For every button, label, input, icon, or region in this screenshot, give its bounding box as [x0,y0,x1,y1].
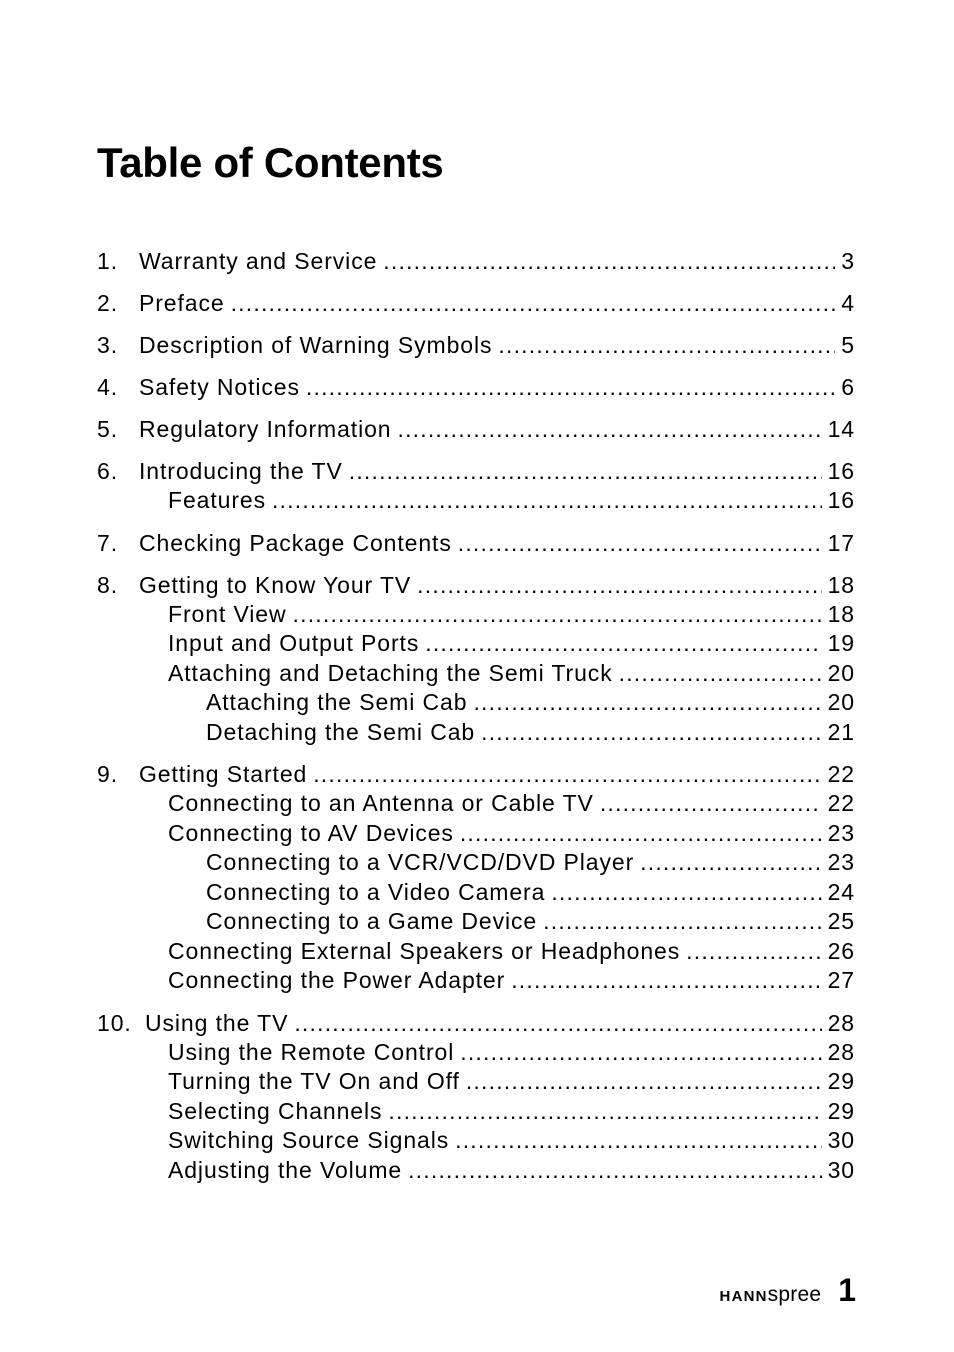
dot-leader [349,458,822,485]
toc-entry-title: Connecting to a Game Device [206,908,538,934]
toc-entry-title: Selecting Channels [168,1097,383,1124]
dot-leader [272,487,822,514]
toc-subentry-features[interactable] [97,487,855,517]
dot-leader [619,660,822,687]
toc-entry-page: 17 [827,529,855,556]
dot-leader [686,938,821,965]
toc-entry-title: Adjusting the Volume [168,1156,403,1183]
toc-entry-title: Input and Output Ports [168,630,420,656]
toc-entry-warning-symbols[interactable] [97,332,855,361]
toc-entry-introducing-the-tv[interactable] [97,458,855,487]
toc-entry-page: 24 [827,878,855,905]
toc-entry-title: Warranty and Service [139,248,378,274]
toc-section [97,530,855,559]
brand-logo-light: spree [767,1283,822,1306]
toc-entry-number: 9. [97,761,118,787]
toc-entry-page: 28 [827,1038,855,1065]
toc-entry-page: 6 [841,374,855,400]
dot-leader [458,530,822,557]
toc-entry-number: 4. [97,374,118,400]
toc-entry-title: Connecting to an Antenna or Cable TV [168,790,594,816]
toc-entry-page: 28 [827,1009,855,1036]
toc-entry-number: 3. [97,332,118,358]
toc-entry-title: Connecting to a Video Camera [206,878,546,905]
toc-entry-page: 4 [841,290,855,316]
dot-leader [551,879,821,906]
toc-subentry-video-camera[interactable] [97,879,855,909]
toc-entry-title: Safety Notices [139,374,300,400]
toc-subentry-detaching-semi-cab[interactable] [97,719,855,749]
dot-leader [313,761,821,788]
dot-leader [306,374,835,401]
brand-logo [720,1283,822,1307]
dot-leader [466,1068,822,1095]
dot-leader [425,630,821,657]
dot-leader [600,790,822,817]
toc-entry-page: 16 [827,458,855,484]
toc-entry-getting-started[interactable] [97,761,855,790]
toc-entry-page: 20 [827,689,855,715]
table-of-contents [97,248,855,1199]
dot-leader [473,689,821,716]
toc-entry-safety-notices[interactable] [97,374,855,403]
toc-entry-preface[interactable] [97,290,855,319]
toc-subentry-switching-source[interactable] [97,1127,855,1157]
toc-entry-number: 7. [97,529,118,556]
toc-subentry-game-device[interactable] [97,908,855,938]
toc-subentry-attaching-semi-cab[interactable] [97,689,855,719]
dot-leader [231,290,836,317]
toc-entry-title: Getting to Know Your TV [139,571,412,598]
toc-subentry-speakers-headphones[interactable] [97,938,855,968]
toc-entry-title: Connecting External Speakers or Headphones [168,937,681,964]
toc-section [97,248,855,277]
toc-section [97,290,855,319]
toc-entry-number: 2. [97,290,118,316]
toc-subentry-attaching-detaching-semi-truck[interactable] [97,660,855,690]
toc-entry-title: Preface [139,290,225,316]
toc-entry-title: Using the TV [145,1009,289,1036]
toc-subentry-selecting-channels[interactable] [97,1098,855,1128]
toc-section [97,572,855,749]
toc-entry-title: Attaching the Semi Cab [206,689,468,715]
toc-entry-getting-to-know-your-tv[interactable] [97,572,855,601]
toc-entry-title: Front View [168,600,287,627]
toc-subentry-av-devices[interactable] [97,820,855,850]
toc-entry-title: Regulatory Information [139,416,392,442]
dot-leader [383,248,835,275]
toc-entry-title: Switching Source Signals [168,1127,450,1153]
toc-entry-page: 22 [827,761,855,787]
toc-entry-page: 21 [827,718,855,745]
toc-subentry-front-view[interactable] [97,601,855,631]
toc-entry-number: 1. [97,248,118,274]
toc-subentry-vcr-vcd-dvd[interactable] [97,849,855,879]
brand-logo-bold: HANN [719,1288,768,1305]
toc-entry-title: Checking Package Contents [139,529,452,556]
toc-entry-warranty-and-service[interactable] [97,248,855,277]
dot-leader [293,601,822,628]
toc-entry-page: 18 [827,600,855,627]
toc-entry-page: 27 [827,967,855,993]
dot-leader [481,719,822,746]
toc-subentry-remote-control[interactable] [97,1039,855,1069]
toc-entry-title: Using the Remote Control [168,1038,455,1065]
toc-subentry-power-adapter[interactable] [97,967,855,997]
page-title: Table of Contents [97,139,444,186]
dot-leader [511,967,821,994]
toc-subentry-turning-on-off[interactable] [97,1068,855,1098]
toc-entry-using-the-tv[interactable] [97,1010,855,1039]
toc-entry-page: 5 [841,332,855,358]
page-number: 1 [838,1272,856,1308]
toc-entry-page: 23 [827,849,855,875]
toc-section [97,332,855,361]
toc-subentry-adjusting-volume[interactable] [97,1157,855,1187]
toc-section [97,416,855,445]
dot-leader [417,572,821,599]
toc-entry-page: 25 [827,908,855,934]
toc-entry-page: 19 [827,630,855,656]
toc-entry-page: 18 [827,571,855,598]
toc-entry-title: Turning the TV On and Off [168,1068,460,1094]
toc-entry-number: 6. [97,458,118,484]
dot-leader [388,1098,821,1125]
page-footer [720,1272,856,1309]
dot-leader [408,1157,822,1184]
toc-section [97,458,855,517]
toc-entry-number: 10. [97,1009,132,1036]
toc-section [97,1010,855,1187]
toc-entry-title: Description of Warning Symbols [139,332,493,358]
toc-entry-page: 14 [827,416,855,442]
dot-leader [460,1039,821,1066]
toc-entry-page: 20 [827,659,855,686]
dot-leader [397,416,821,443]
toc-entry-title: Getting Started [139,761,308,787]
toc-entry-page: 23 [827,819,855,846]
toc-entry-title: Attaching and Detaching the Semi Truck [168,659,613,686]
toc-entry-title: Features [168,487,266,513]
toc-entry-title: Connecting to AV Devices [168,819,454,846]
toc-entry-number: 8. [97,571,118,598]
toc-entry-page: 30 [827,1127,855,1153]
toc-subentry-input-output-ports[interactable] [97,630,855,660]
toc-entry-page: 29 [827,1097,855,1124]
dot-leader [498,332,835,359]
dot-leader [455,1127,821,1154]
toc-entry-number: 5. [97,416,118,442]
dot-leader [543,908,821,935]
toc-section [97,761,855,997]
toc-entry-regulatory-information[interactable] [97,416,855,445]
toc-entry-page: 29 [827,1068,855,1094]
dot-leader [460,820,822,847]
toc-entry-title: Connecting the Power Adapter [168,967,506,993]
toc-entry-checking-package-contents[interactable] [97,530,855,559]
dot-leader [640,849,821,876]
toc-entry-title: Detaching the Semi Cab [206,718,476,745]
toc-section [97,374,855,403]
dot-leader [294,1010,821,1037]
toc-entry-page: 16 [827,487,855,513]
toc-entry-page: 3 [841,248,855,274]
toc-entry-title: Connecting to a VCR/VCD/DVD Player [206,849,635,875]
toc-subentry-antenna-cable[interactable] [97,790,855,820]
toc-entry-page: 30 [827,1156,855,1183]
toc-entry-page: 22 [827,790,855,816]
toc-entry-title: Introducing the TV [139,458,343,484]
toc-entry-page: 26 [827,937,855,964]
